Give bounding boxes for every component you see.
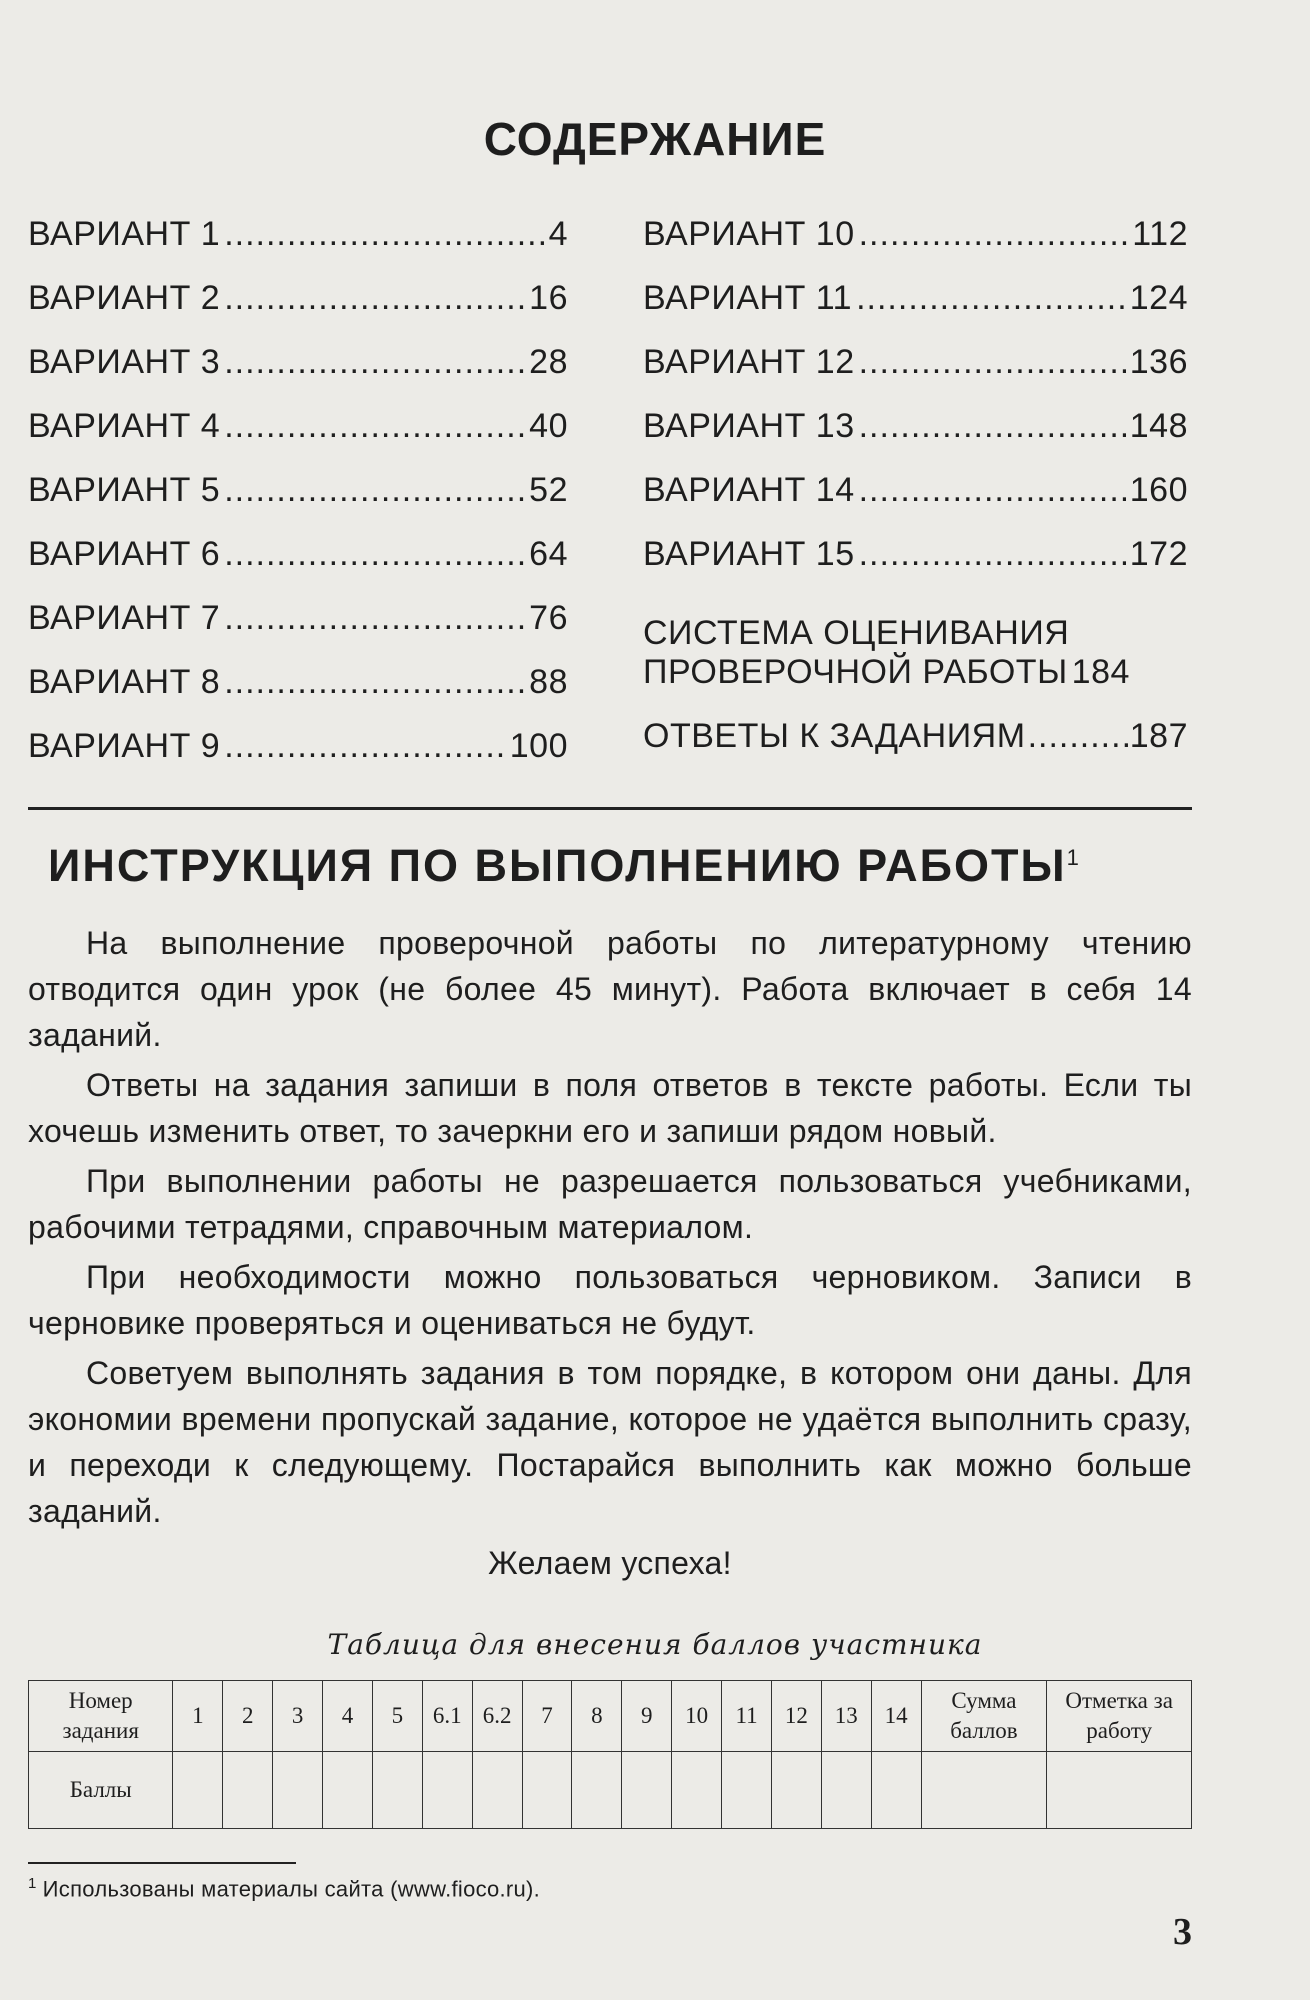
toc-title: СОДЕРЖАНИЕ [483, 113, 827, 165]
toc-entry: ВАРИАНТ 15 ..... 172 [643, 535, 1188, 599]
table-row [29, 1752, 1192, 1829]
points-cell[interactable] [622, 1752, 672, 1829]
section-divider [28, 807, 1192, 810]
points-cell[interactable] [422, 1752, 472, 1829]
instructions-paragraph: На выполнение проверочной работы по литературному чтению отводится один урок (не более 45 минут). Работа включает в себя 14 заданий. [28, 925, 1192, 1053]
toc-entry: ВАРИАНТ 7 ..... 76 [28, 599, 568, 663]
toc-entry: ВАРИАНТ 14 ..... 160 [643, 471, 1188, 535]
points-cell[interactable] [273, 1752, 323, 1829]
task-number-cell: 11 [722, 1681, 772, 1752]
instructions-paragraph: При выполнении работы не разрешается пользоваться учебниками, рабочими тетрадями, справочным материалом. [28, 1163, 1192, 1245]
instructions-paragraph: При необходимости можно пользоваться черновиком. Записи в черновике проверяться и оцениваться не будут. [28, 1259, 1192, 1341]
points-cell[interactable] [722, 1752, 772, 1829]
points-cell[interactable] [372, 1752, 422, 1829]
instructions-title: ИНСТРУКЦИЯ ПО ВЫПОЛНЕНИЮ РАБОТЫ$^1$ [48, 840, 1081, 891]
toc-entry-answers: ОТВЕТЫ К ЗАДАНИЯМ ..... 187 [643, 717, 1188, 781]
page-number: 3 [1173, 1911, 1192, 1953]
score-table [28, 1680, 1192, 1829]
toc-entry: ВАРИАНТ 2 ..... 16 [28, 279, 568, 343]
toc-entry: ВАРИАНТ 11 ..... 124 [643, 279, 1188, 343]
task-number-cell: 14 [871, 1681, 921, 1752]
points-cell[interactable] [522, 1752, 572, 1829]
task-number-cell: 5 [372, 1681, 422, 1752]
mark-header: Отметка за работу [1047, 1681, 1192, 1752]
task-number-cell: 9 [622, 1681, 672, 1752]
wish-text: Желаем успеха! [488, 1545, 732, 1581]
toc-entry-system-line1: СИСТЕМА ОЦЕНИВАНИЯ [643, 614, 1070, 652]
sum-cell[interactable] [921, 1752, 1047, 1829]
instructions-body [28, 920, 1192, 1590]
points-cell[interactable] [323, 1752, 373, 1829]
toc-entry: ВАРИАНТ 9 ..... 100 [28, 727, 568, 791]
footnote-ref: 1 [1066, 845, 1081, 870]
instructions-paragraph: Советуем выполнять задания в том порядке, в котором они даны. Для экономии времени пропускай задание, которое не удаётся выполнить сразу, и переходи к следующему. Постарайся выполнить как можно больше заданий. [28, 1355, 1192, 1529]
points-cell[interactable] [572, 1752, 622, 1829]
task-number-cell: 13 [821, 1681, 871, 1752]
points-cell[interactable] [771, 1752, 821, 1829]
toc-entry: ВАРИАНТ 5 ..... 52 [28, 471, 568, 535]
toc-left-column [28, 215, 568, 791]
toc-entry: ВАРИАНТ 6 ..... 64 [28, 535, 568, 599]
points-cell[interactable] [223, 1752, 273, 1829]
task-number-cell: 4 [323, 1681, 373, 1752]
toc-entry: ВАРИАНТ 4 ..... 40 [28, 407, 568, 471]
points-cell[interactable] [821, 1752, 871, 1829]
task-number-cell: 7 [522, 1681, 572, 1752]
points-header: Баллы [29, 1752, 173, 1829]
task-number-cell: 12 [771, 1681, 821, 1752]
task-number-cell: 6.2 [472, 1681, 522, 1752]
points-cell[interactable] [871, 1752, 921, 1829]
footnote [28, 1875, 540, 1902]
task-number-header: Номер задания [29, 1681, 173, 1752]
task-number-cell: 1 [173, 1681, 223, 1752]
toc-entry: ВАРИАНТ 13 ..... 148 [643, 407, 1188, 471]
instructions-paragraph: Ответы на задания запиши в поля ответов в тексте работы. Если ты хочешь изменить ответ, то зачеркни его и запиши рядом новый. [28, 1067, 1192, 1149]
toc-entry: ВАРИАНТ 3 ..... 28 [28, 343, 568, 407]
footnote-mark: 1 [28, 1875, 37, 1892]
points-cell[interactable] [472, 1752, 522, 1829]
toc-entry: ВАРИАНТ 8 ..... 88 [28, 663, 568, 727]
points-cell[interactable] [173, 1752, 223, 1829]
score-table-caption: Таблица для внесения баллов участника [327, 1628, 983, 1661]
footnote-divider [28, 1862, 296, 1864]
mark-cell[interactable] [1047, 1752, 1192, 1829]
task-number-cell: 2 [223, 1681, 273, 1752]
task-number-cell: 8 [572, 1681, 622, 1752]
toc-right-column [643, 215, 1188, 781]
table-row [29, 1681, 1192, 1752]
toc-entry: ВАРИАНТ 10 ..... 112 [643, 215, 1188, 279]
task-number-cell: 10 [672, 1681, 722, 1752]
sum-header: Сумма баллов [921, 1681, 1047, 1752]
toc-entry: ВАРИАНТ 1 ..... 4 [28, 215, 568, 279]
task-number-cell: 6.1 [422, 1681, 472, 1752]
footnote-text: Использованы материалы сайта (www.fioco.ru). [42, 1876, 541, 1902]
toc-entry-system-line2: ПРОВЕРОЧНОЙ РАБОТЫ 184 [643, 653, 1130, 691]
points-cell[interactable] [672, 1752, 722, 1829]
task-number-cell: 3 [273, 1681, 323, 1752]
toc-entry: ВАРИАНТ 12 ..... 136 [643, 343, 1188, 407]
